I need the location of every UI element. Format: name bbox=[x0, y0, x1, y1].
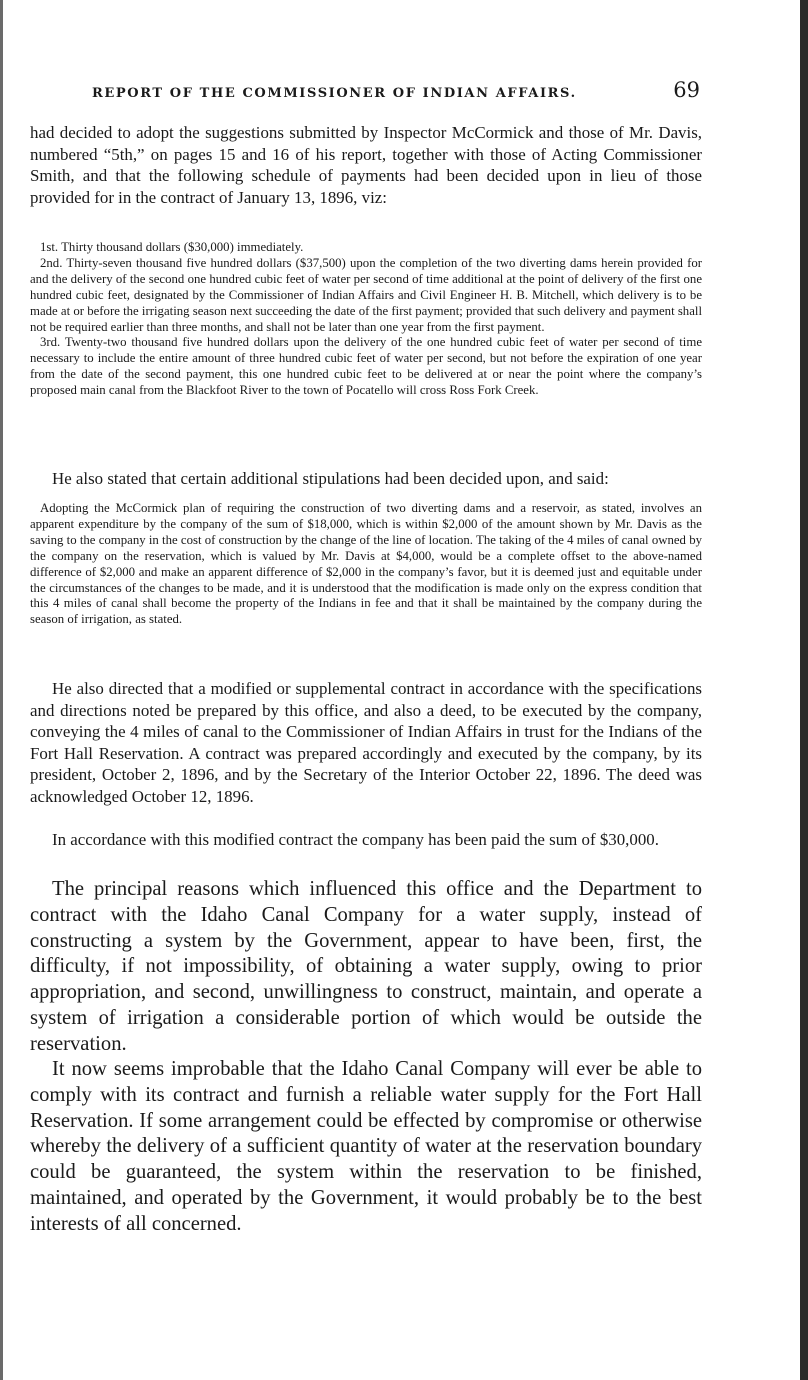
running-title: REPORT OF THE COMMISSIONER OF INDIAN AFFAIRS. bbox=[92, 86, 577, 101]
paragraph-modified-contract: He also directed that a modified or supplemental contract in accordance with the specifications and directions noted be prepared by this office, and also a deed, to be executed by the company, conveying the 4 miles of canal to the Commissioner of Indian Affairs in trust for the Indians of the Fort Hall Reservation. A contract was prepared accordingly and executed by the company, by its president, October 2, 1896, and by the Secretary of the Interior October 22, 1896. The deed was acknowledged October 12, 1896. bbox=[30, 679, 702, 806]
paragraph-opening: had decided to adopt the suggestions submitted by Inspector McCormick and those of Mr. Davis, numbered “5th,” on pages 15 and 16 of his report, together with those of Acting Commissioner Smith, and that the following schedule of payments had been decided upon in lieu of those provided for in the contract of January 13, 1896, viz: bbox=[30, 123, 702, 207]
page-header bbox=[30, 78, 704, 108]
payment-schedule bbox=[30, 240, 702, 399]
page-right-edge bbox=[800, 0, 808, 1380]
schedule-item-third: 3rd. Twenty-two thousand five hundred dollars upon the delivery of the one hundred cubic feet of water per second of time necessary to include the entire amount of three hundred cubic feet of water per second, but not before the expiration of one year from the date of the second payment, this one hundred cubic feet to be delivered at or near the point where the company’s proposed main canal from the Blackfoot River to the town of Pocatello will cross Ross Fork Creek. bbox=[30, 335, 702, 398]
paragraph-payment-made: In accordance with this modified contract the company has been paid the sum of $30,000. bbox=[52, 830, 659, 849]
page-number: 69 bbox=[673, 78, 700, 102]
schedule-item-second: 2nd. Thirty-seven thousand five hundred dollars ($37,500) upon the completion of the two diverting dams herein provided for and the delivery of the second one hundred cubic feet of water per second of time additional at the point of delivery of the first one hundred cubic feet, designated by the Commissioner of Indian Affairs and Civil Engineer H. B. Mitchell, which delivery is to be made at or before the irrigating season next succeeding the date of the first payment; provided that such delivery and payment shall not be required earlier than three months, and shall not be later than one year from the first payment. bbox=[30, 255, 702, 334]
paragraph-principal-reasons: The principal reasons which influenced this office and the Department to contract with the Idaho Canal Company for a water supply, instead of constructing a system by the Government, appear to have been, first, the difficulty, if not impossibility, of obtaining a water supply, owing to prior appropriation, and second, unwillingness to construct, maintain, and operate a system of irrigation a considerable portion of which would be outside the reservation. bbox=[30, 878, 702, 1055]
paragraph-conclusion: It now seems improbable that the Idaho Canal Company will ever be able to comply with its contract and furnish a reliable water supply for the Fort Hall Reservation. If some arrangement could be effected by compromise or otherwise whereby the delivery of a sufficient quantity of water at the reservation boundary could be guaranteed, the system within the reservation to be finished, maintained, and operated by the Government, it would probably be to the best interests of all concerned. bbox=[30, 1058, 702, 1235]
paragraph-stipulations-intro: He also stated that certain additional stipulations had been decided upon, and said: bbox=[52, 469, 609, 488]
block-quote-mccormick-plan: Adopting the McCormick plan of requiring the construction of two diverting dams and a reservoir, as stated, involves an apparent expenditure by the company of the sum of $18,000, which is within $2,000 of the amount shown by Mr. Davis as the saving to the company in the cost of construction by the change of the line of location. The taking of the 4 miles of canal owned by the company on the reservation, which is valued by Mr. Davis at $4,000, would be a complete offset to the above-named difference of $2,000 and make an apparent difference of $2,000 in the company’s favor, but it is deemed just and equitable under the circumstances of the changes to be made, and it is understood that the modification is made only on the express condition that this 4 miles of canal shall become the property of the Indians in fee and that it shall be maintained by the company during the season of irrigation, as stated. bbox=[30, 501, 702, 627]
schedule-item-first: 1st. Thirty thousand dollars ($30,000) immediately. bbox=[40, 240, 304, 254]
page-left-edge bbox=[0, 0, 3, 1380]
